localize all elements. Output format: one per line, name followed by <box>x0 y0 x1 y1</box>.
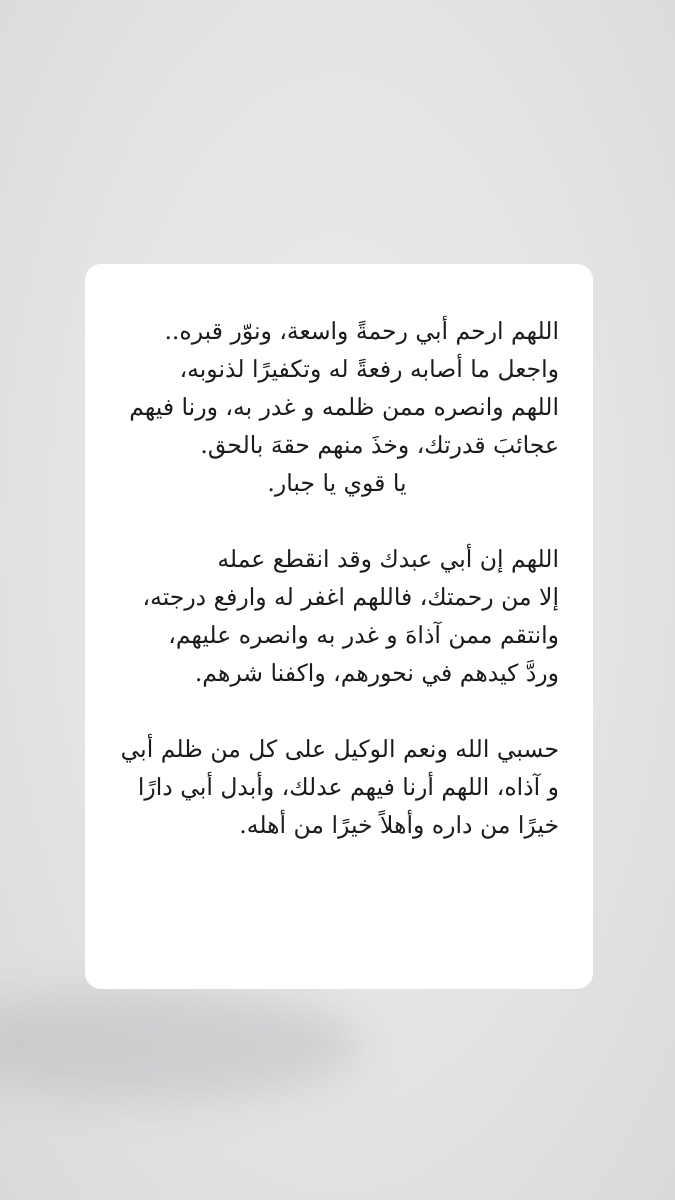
text-line: وانتقم ممن آذاهَ و غدر به وانصره عليهم، <box>168 621 559 649</box>
prayer-paragraph-3 <box>115 730 559 844</box>
text-line: واجعل ما أصابه رفعةً له وتكفيرًا لذنوبه، <box>179 355 559 383</box>
background-shadow <box>0 990 360 1100</box>
prayer-paragraph-1 <box>115 312 559 502</box>
text-line: إلا من رحمتك، فاللهم اغفر له وارفع درجته، <box>142 583 559 611</box>
text-line: و آذاه، اللهم أرنا فيهم عدلك، وأبدل أبي دارًا <box>137 773 559 801</box>
text-line: خيرًا من داره وأهلاً خيرًا من أهله. <box>239 811 559 839</box>
text-line: اللهم وانصره ممن ظلمه و غدر به، ورنا فيهم <box>129 393 559 421</box>
text-line: وردَّ كيدهم في نحورهم، واكفنا شرهم. <box>194 659 559 687</box>
text-line: اللهم إن أبي عبدك وقد انقطع عمله <box>217 545 559 573</box>
prayer-paragraph-2 <box>115 540 559 692</box>
text-line: اللهم ارحم أبي رحمةً واسعة، ونوّر قبره.. <box>164 317 559 345</box>
text-line: يا قوي يا جبار. <box>267 469 407 497</box>
text-card <box>85 264 593 989</box>
text-line: عجائبَ قدرتك، وخذَ منهم حقهَ بالحق. <box>200 431 559 459</box>
text-line: حسبي الله ونعم الوكيل على كل من ظلم أبي <box>120 735 559 763</box>
